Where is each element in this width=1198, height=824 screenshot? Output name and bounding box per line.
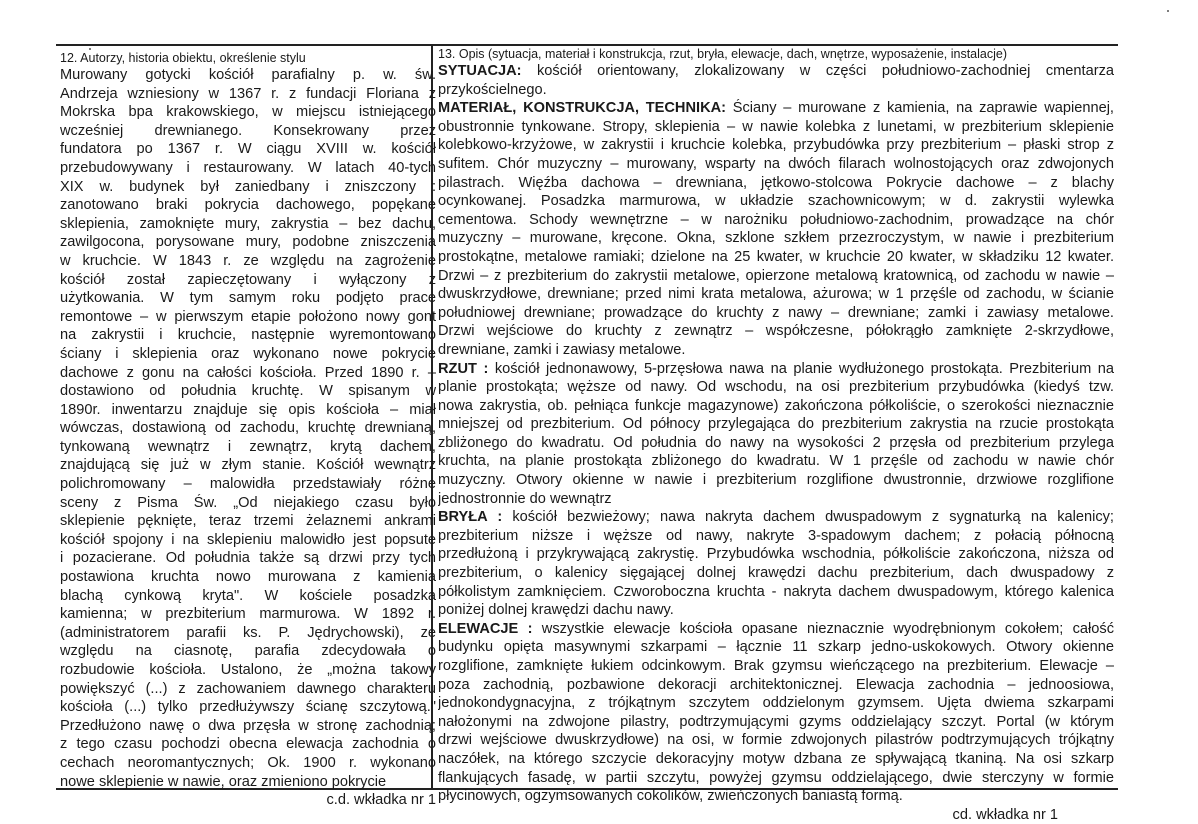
line-text: cementowa. Schody wewnętrzne – w narożniku południowo-zachodnim, prowadzące na chór	[438, 211, 1114, 228]
text-line: użytkowania. W tym samym roku podjęto prace	[60, 290, 436, 307]
section-heading-line	[438, 99, 1114, 118]
text-line	[438, 285, 1114, 304]
text-line	[438, 229, 1114, 248]
text-line: zawilgocona, porysowane mury, podobne zniszczenia	[60, 234, 436, 251]
text-line	[438, 174, 1114, 193]
text-line: względu na ciasnotę, parafia zdecydowała o	[60, 643, 436, 660]
text-line	[438, 341, 1114, 360]
text-line: 1890r. inwentarzu znajduje się opis kościoła – miał	[60, 401, 436, 418]
line-text: poza zachodnią, pozbawione dekoracji architektonicznej. Elewacja zachodnia – jednoosiowa,	[438, 676, 1114, 693]
text-line	[438, 750, 1114, 769]
text-line: kamienna; w prezbiterium marmurowa. W 1892 r.	[60, 606, 436, 623]
text-line	[438, 601, 1114, 620]
line-text: dwuskrzydłowe, drewniane; przed nimi krata metalowa, ażurowa; w 1 przęśle od zachodu, w ścianie	[438, 286, 1114, 303]
section-heading: SYTUACJA:	[438, 63, 522, 79]
line-text: przedłużoną i przykrywającą zakrystię. Przybudówka wschodnia, półkoliście zakończona, niższa od	[438, 546, 1114, 563]
text-line: remontowe – w pierwszym etapie położono nowy gont	[60, 308, 436, 325]
line-text: przykościelnego.	[438, 81, 547, 98]
text-line	[438, 378, 1114, 397]
line-text: naczółek, na którego szczycie dekoracyjny motyw dzbana ze spływającą tkaniną. Na osi szkarp	[438, 750, 1114, 767]
text-line: ściany i sklepienia oraz wykonano nowe pokrycie	[60, 345, 436, 362]
text-line: dachowe z gonu na całości kościoła. Przed 1890 r. –	[60, 364, 436, 381]
text-line: w kruchcie. W 1843 r. ze względu na zagrożenie	[60, 252, 436, 269]
line-text: Drzwi – z prezbiterium do zakrystii metalowe, opierzone metalową kratownicą, od zachodu w nawie –	[438, 267, 1114, 284]
line-text: pilastrach. Więźba dachowa – drewniana, jętkowo-stolcowa Pokrycie dachowe – z blachy	[438, 174, 1114, 191]
text-line: znajdującą się już w złym stanie. Kościół wewnątrz	[60, 457, 436, 474]
text-line: powiększyć (...) z zachowaniem dawnego charakteru	[60, 680, 436, 697]
section-13-header: 13. Opis (sytuacja, materiał i konstrukcja, rzut, bryła, elewacje, dach, wnętrze, wyposażenie, instalacje)	[438, 47, 1007, 61]
line-text: ocynkowanej. Posadzka marmurowa, w układzie szachownicowym; w d. zakrystii wylewka	[438, 193, 1114, 210]
text-line: dostawiono od południa kruchtę. W spisanym w	[60, 383, 436, 400]
text-line: sklepienia, zamoknięte mury, zakrystia – bez dachu,	[60, 215, 436, 232]
line-text: obustronnie tynkowane. Stropy, sklepienia – w nawie kolebka z lunetami, w prezbiterium sklepienie	[438, 118, 1114, 135]
text-line: kościół został zapieczętowany i wyłączony z	[60, 271, 436, 288]
text-line: z tego czasu pochodzi obecna elewacja zachodnia o	[60, 736, 436, 753]
text-line	[438, 471, 1114, 490]
text-line: sklepienie pęknięte, teraz trzemi żelaznemi ankrami	[60, 513, 436, 530]
text-line	[438, 638, 1114, 657]
section-heading-line	[438, 508, 1114, 527]
text-line	[438, 676, 1114, 695]
text-line	[438, 415, 1114, 434]
line-text: wszystkie elewacje kościoła opasane nieznacznie wyodrębnionym cokołem; całość	[532, 620, 1114, 637]
text-line: zanotowano braki pokrycia dachowego, popękane	[60, 197, 436, 214]
line-text: sufitem. Chór muzyczny – murowany, wsparty na dwóch filarach wolnostojących oraz zdwojonych	[438, 155, 1114, 172]
text-line: Przedłużono nawę o dwa przęsła w stronę zachodnią;	[60, 717, 436, 734]
text-line: na zakrystii i kruchcie, następnie wyremontowano	[60, 327, 436, 344]
line-text: kruchta, na planie prostokąta zbliżonego do kwadratu. W 1 przęśle od zachodu w nawie chór	[438, 453, 1114, 470]
text-line: sceny z Pisma Św. „Od niejakiego czasu było	[60, 494, 436, 511]
section-heading-line	[438, 360, 1114, 379]
line-text: płycinowych, ogzymsowanych cokolików, zwieńczonych baniastą formą.	[438, 788, 903, 805]
line-text: budynku opięta masywnymi szkarpami – łącznie 11 szkarp jedno-uskokowych. Otwory okienne	[438, 639, 1114, 656]
section-heading: BRYŁA :	[438, 509, 503, 526]
text-line: wcześniej drewnianego. Konsekrowany przez	[60, 122, 436, 139]
text-line: przebudowywany i restaurowany. W latach 40-tych	[60, 159, 436, 176]
section-12-header: 12. Autorzy, historia obiektu, określenie stylu	[60, 51, 306, 65]
line-text: Drzwi wejściowe do kruchty z zewnątrz – współczesne, półokrągło zamknięte 2-skrzydłowe,	[438, 323, 1114, 340]
scan-speck	[1167, 10, 1169, 12]
line-text: kościół bezwieżowy; nawa nakryta dachem dwuspadowym z sygnaturką na kalenicy;	[502, 509, 1114, 526]
text-line: tynkowaną wewnątrz i zewnątrz, krytą dachem,	[60, 438, 436, 455]
text-line	[438, 769, 1114, 788]
line-text: kolebkowo-krzyżowe, w zakrystii i kruchcie kolebka, przybudówka przy prezbiterium – płaski strop z	[438, 137, 1114, 154]
line-text: drzwi wejściowe dwuskrzydłowe) na osi, w formie zdwojonych pilastrów podtrzymujących trójkątny	[438, 732, 1114, 749]
text-line: Andrzeja wzniesiony w 1367 r. z fundacji Floriana z	[60, 85, 436, 102]
line-text: rozglifione, zamknięte łukiem odcinkowym. Brak gzymsu wieńczącego na prezbiterium. Elewacje –	[438, 658, 1114, 674]
text-line: fundatora po 1367 r. W ciągu XVIII w. kościół	[60, 141, 436, 158]
line-text: prezbiterium niższe i węższe od nawy, nakryte 3-spadowym dachem; z połacią północną	[438, 527, 1114, 544]
text-line	[438, 787, 1114, 806]
text-line	[438, 694, 1114, 713]
text-line	[438, 545, 1114, 564]
text-line: nowe sklepienie w nawie, oraz zmieniono pokrycie	[60, 773, 387, 790]
line-text: mniejszej od prezbiterium. Od północy przylegająca do prezbiterium zakrystia na rzucie prostokąta	[438, 416, 1114, 433]
line-text: nowa zakrystia, ob. pełniąca funkcje magazynowe) zakończona półkoliście, o szerokości nieznacznie	[438, 397, 1114, 414]
text-line	[438, 564, 1114, 583]
continuation-note: cd. wkładka nr 1	[952, 806, 1058, 823]
line-text: kościół orientowany, zlokalizowany w części południowo-zachodniej cmentarza	[521, 63, 1114, 79]
section-heading: ELEWACJE :	[438, 620, 533, 637]
text-line	[438, 136, 1114, 155]
text-line: rozbudowie kościoła. Ustalono, że „można takowy	[60, 662, 436, 678]
line-text: półkolistym zamknięciem. Czworoboczna kruchta - nakryta dachem dwuspadowym, którego kalenica	[438, 583, 1114, 600]
line-text: jednokondygnacyjna, z trójkątnym szczytem oddzielonym gzymsem. Ujęta dwiema szkarpami	[438, 695, 1114, 712]
text-line: cechach neoromantycznych; Ok. 1900 r. wykonano	[60, 754, 436, 771]
text-line	[438, 527, 1114, 546]
line-text: planie prostokąta; węższe od nawy. Od wschodu, na osi prezbiterium przybudówka (kiedyś tzw.	[438, 379, 1114, 396]
line-text: flankujących fasadę, w partii szczytu, powyżej gzymsu oddzielającego, dwie sterczyny w formie	[438, 769, 1114, 786]
line-text: muzyczny. Otwory okienne w nawie i prezbiterium rozglifione dwustronnie, drzwiowe rozglifione	[438, 472, 1114, 489]
text-line	[438, 211, 1114, 230]
line-text: drewniane, zamki i zawiasy metalowe.	[438, 341, 686, 358]
left-column	[60, 50, 436, 810]
text-line: postawiona kruchta nowo murowana z kamienia	[60, 569, 436, 586]
text-line	[438, 490, 1114, 509]
text-line: i pozacierane. Od południa także są drzwi przy tych	[60, 550, 436, 567]
text-line	[438, 452, 1114, 471]
text-line: Mokrska bpa krakowskiego, w miejscu istniejącego	[60, 104, 436, 121]
text-line: kościoła (...) tylko przedłużywszy ścianę szczytową."	[60, 699, 436, 716]
text-line	[438, 713, 1114, 732]
continuation-note: c.d. wkładka nr 1	[326, 792, 436, 809]
text-line	[438, 304, 1114, 323]
text-line: wówczas, dostawioną od zachodu, kruchtę drewnianą,	[60, 420, 436, 437]
line-text: prostokątne, metalowe ramiaki; dzielone na 25 kwater, w kruchcie 20 kwater, w składziku 12 kwater.	[438, 248, 1114, 265]
line-text: zbliżonego do kwadratu. Od południa do nawy na wysokości 2 przęsła od prezbiterium przylega	[438, 434, 1114, 451]
line-text: południowej drewniane; prowadzące do kruchty z nawy – drewniane; zamki i zawiasy metalowe.	[438, 304, 1114, 321]
text-line: Murowany gotycki kościół parafialny p. w. św.	[60, 67, 436, 83]
text-line	[438, 192, 1114, 211]
section-heading-line	[438, 62, 1114, 81]
section-heading: RZUT :	[438, 360, 489, 377]
line-text: poniżej dolnej krawędzi dachu nawy.	[438, 602, 674, 619]
line-text: jednostronnie do wewnątrz	[438, 490, 612, 507]
section-heading-line	[438, 620, 1114, 639]
text-line: kościół spojony i na sklepieniu malowidło jest popsute	[60, 531, 436, 548]
text-line	[438, 731, 1114, 750]
line-text: nałożonymi na zdwojone pilastry, podtrzymującymi gzyms oddzielający szczyt. Portal (w którym	[438, 713, 1114, 730]
text-line	[438, 657, 1114, 676]
line-text: muzyczny – murowane, kręcone. Okna, szklone szkłem przezroczystym, w nawie i prezbiterium	[438, 230, 1114, 247]
line-text: prezbiterium, o kalenicy sięgającej dolnej krawędzi dachu prezbiterium, dach dwuspadowy z	[438, 565, 1114, 582]
text-line	[438, 155, 1114, 174]
text-line	[438, 397, 1114, 416]
text-line	[438, 81, 1114, 100]
text-line	[438, 322, 1114, 341]
text-line: (administratorem parafii ks. P. Jędrychowski), ze	[60, 624, 436, 641]
section-heading: MATERIAŁ, KONSTRUKCJA, TECHNIKA:	[438, 100, 727, 117]
text-line	[438, 267, 1114, 286]
text-line	[438, 118, 1114, 137]
text-line	[438, 434, 1114, 453]
right-column	[438, 46, 1114, 824]
text-line: polichromowany – malowidła przedstawiały różne	[60, 476, 436, 493]
line-text: kościół jednonawowy, 5-przęsłowa nawa na planie wydłużonego prostokąta. Prezbiterium na	[488, 360, 1114, 377]
text-line: XIX w. budynek był zaniedbany i zniszczony :	[60, 178, 436, 195]
text-line: blachą cynkową kryta". W kościele posadzka	[60, 587, 436, 604]
line-text: Ściany – murowane z kamienia, na zaprawie wapiennej,	[726, 100, 1114, 117]
text-line	[438, 248, 1114, 267]
text-line	[438, 583, 1114, 602]
